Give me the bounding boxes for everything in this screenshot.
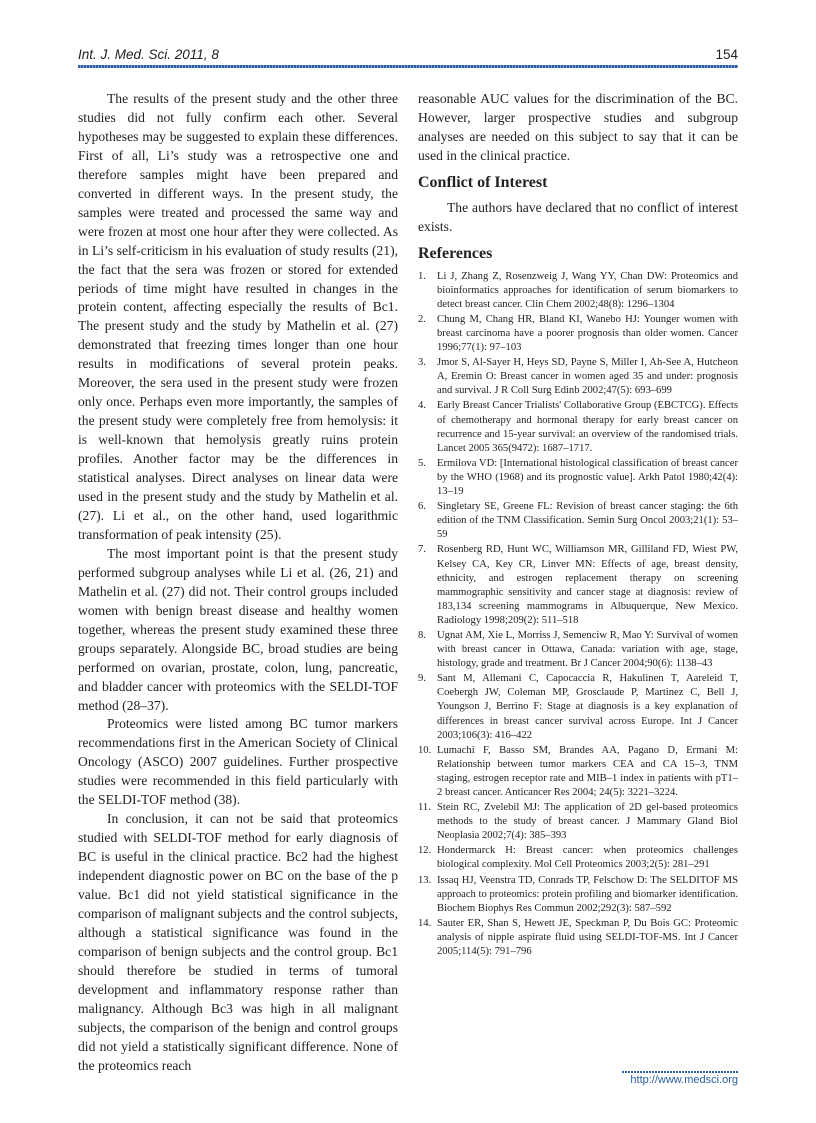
page-number: 154 [715,47,738,62]
reference-number: 1. [418,270,426,282]
reference-number: 6. [418,501,426,513]
reference-item [418,270,738,312]
reference-text: Ugnat AM, Xie L, Morriss J, Semenciw R, Mao Y: Survival of women with breast cancer in Ottawa, Canada: variation with age, stage, histology, grade and treatment. Br J Cancer 2004;90(6): 1138–43 [437,629,738,670]
reference-number: 11. [418,802,431,814]
reference-number: 7. [418,544,426,556]
left-column [78,90,398,1076]
reference-number: 8. [418,629,426,641]
reference-text: Rosenberg RD, Hunt WC, Williamson MR, Gilliland FD, Wiest PW, Kelsey CA, Key CR, Linver MN: Effects of age, breast density, ethnicity, and estrogen replacement therapy on screening mammographic sensitivity and cancer stage at diagnosis: review of 183,134 screening mammograms in Albuquerque, New Mexico. Radiology 1998;209(2): 511–518 [437,544,738,626]
reference-text: Ermilova VD: [International histological classification of breast cancer by the WHO (1968) and its prognostic value]. Arkh Patol 1980;42(4): 13–19 [437,457,738,498]
reference-text: Li J, Zhang Z, Rosenzweig J, Wang YY, Chan DW: Proteomics and bioinformatics approaches for identification of serum biomarkers to detect breast cancer. Clin Chem 2002;48(8): 1296–1304 [437,270,738,310]
reference-number: 13. [418,874,432,886]
reference-item [418,844,738,872]
reference-item [418,672,738,742]
reference-number: 3. [418,357,426,369]
reference-text: Sauter ER, Shan S, Hewett JE, Speckman P, Du Bois GC: Proteomic analysis of nipple aspirate fluid using SELDI-TOF-MS. Int J Cancer 2005;114(5): 791–796 [437,917,738,958]
reference-text: Singletary SE, Greene FL: Revision of breast cancer staging: the 6th edition of the TNM Classification. Semin Surg Oncol 2003;21(1): 53–59 [437,501,738,541]
paragraph: In conclusion, it can not be said that proteomics studied with SELDI-TOF method for early diagnosis of BC is useful in the clinical practice. Bc2 had the highest independent diagnostic power on BC on the base of the p value. Bc1 did not yield statistical significance in the comparison of malignant subjects and the control subjects, although a statistical significance was found in the comparison of benign subjects and the control group. Bc1 should therefore be studied in terms of tumoral development and inflammatory response rather than malignancy. Although Bc3 was high in all malignant subjects, the comparison of the benign and control groups did not yield a statistically significant difference. None of the proteomics reach [78,811,398,1073]
reference-number: 4. [418,400,426,412]
references-heading: References [418,244,493,262]
header-divider [78,65,738,68]
reference-item [418,874,738,916]
reference-item [418,399,738,455]
right-column [418,90,738,960]
reference-item [418,801,738,843]
reference-text: Jmor S, Al-Sayer H, Heys SD, Payne S, Miller I, Ah-See A, Hutcheon A, Eremin O: Breast cancer in women aged 35 and under: prognosis and survival. J R Coll Surg Edinb 2002;47(5): 693–699 [437,357,738,397]
reference-number: 14. [418,917,432,929]
paragraph-continuation: reasonable AUC values for the discrimination of the BC. However, larger prospective studies and subgroup analyses are needed on this subject to say that it can be used in the clinical practice. [418,91,738,163]
journal-url-link[interactable]: http://www.medsci.org [630,1074,738,1086]
reference-item [418,543,738,628]
reference-number: 12. [418,845,432,857]
reference-text: Early Breast Cancer Trialists' Collaborative Group (EBCTCG). Effects of chemotherapy and hormonal therapy for early breast cancer on recurrence and 15-year survival: an overview of the randomised trials. Lancet 2005 365(9472): 1687–1717. [437,400,738,454]
reference-item [418,313,738,355]
paragraph: The results of the present study and the other three studies did not fully confirm each other. Several hypotheses may be suggested to explain these differences. First of all, Li’s study was a retrospective one and therefore samples might have been prepared and converted in different ways. In the present study, the samples were treated and processed the same way and were frozen at most one hour after they were collected. As in Li’s self-criticism in his evaluation of study results (21), the fact that the sera was frozen or stored for extended periods of time might have resulted in changes in the protein content, affecting especially the results of Bc1. The present study and the study by Mathelin et al. (27) demonstrated that freezing times longer than one hour results in modifications of several protein peaks. Moreover, the sera used in the present study were frozen only once. Perhaps even more importantly, the samples of the present study were completely free from hemolysis: it is well-known that hemolysis greatly ruins protein profiles. Another factor may be the differences in statistical analyses. Direct analyses on linear data were used in the present study and the study by Mathelin et al. (27). Li et al., on the other hand, used logarithmic transformation of peak intensity (25). [78,91,398,542]
reference-text: Lumachi F, Basso SM, Brandes AA, Pagano D, Ermani M: Relationship between tumor markers CEA and CA 15–3, TNM staging, estrogen receptor rate and MIB–1 index in patients with pT1–2 breast cancer. Anticancer Res 2004; 24(5): 3221–3224. [437,744,738,798]
reference-text: Sant M, Allemani C, Capocaccia R, Hakulinen T, Aareleid T, Coebergh JW, Coleman MP, Grosclaude P, Martinez C, Bell J, Youngson J, Berrino F: Stage at diagnosis is a key explanation of differences in breast cancer survival across Europe. Int J Cancer 2003;106(3): 416–422 [437,673,738,741]
reference-item [418,356,738,398]
reference-number: 10. [418,744,432,756]
conflict-of-interest-text: The authors have declared that no conflict of interest exists. [418,199,738,234]
reference-item [418,500,738,542]
reference-item [418,744,738,800]
reference-item [418,457,738,499]
reference-number: 9. [418,673,426,685]
reference-item [418,629,738,671]
reference-text: Hondermarck H: Breast cancer: when proteomics challenges biological complexity. Mol Cell Proteomics 2003;2(5): 281–291 [437,845,738,871]
reference-number: 2. [418,313,426,325]
paragraph: The most important point is that the present study performed subgroup analyses while Li et al. (26, 21) and Mathelin et al. (27) did not. Their control groups included women with benign breast disease and healthy women together, whereas the present study examined these three groups separately. Alongside BC, broad studies are being performed on ovarian, prostate, colon, lung, pancreatic, and bladder cancer with proteomics with the SELDI-TOF method (28–37). [78,545,398,713]
journal-header: Int. J. Med. Sci. 2011, 8 [78,47,219,62]
reference-text: Chung M, Chang HR, Bland KI, Wanebo HJ: Younger women with breast carcinoma have a poorer prognosis than older women. Cancer 1996;77(1): 97–103 [437,313,738,354]
paragraph: Proteomics were listed among BC tumor markers recommendations first in the American Society of Clinical Oncology (ASCO) 2007 guidelines. Further prospective studies were recommended in this field particularly with the SELDI-TOF method (38). [78,716,398,808]
reference-number: 5. [418,457,426,469]
reference-item [418,917,738,959]
reference-text: Issaq HJ, Veenstra TD, Conrads TP, Felschow D: The SELDITOF MS approach to proteomics: protein profiling and biomarker identification. Biochem Biophys Res Commun 2002;292(3): 587–592 [437,874,738,914]
reference-text: Stein RC, Zvelebil MJ: The application of 2D gel-based proteomics methods to the study of breast cancer. J Mammary Gland Biol Neoplasia 2002;7(4): 385–393 [437,802,738,842]
footer-divider [622,1071,738,1073]
reference-list [418,270,738,960]
conflict-of-interest-heading: Conflict of Interest [418,173,548,191]
